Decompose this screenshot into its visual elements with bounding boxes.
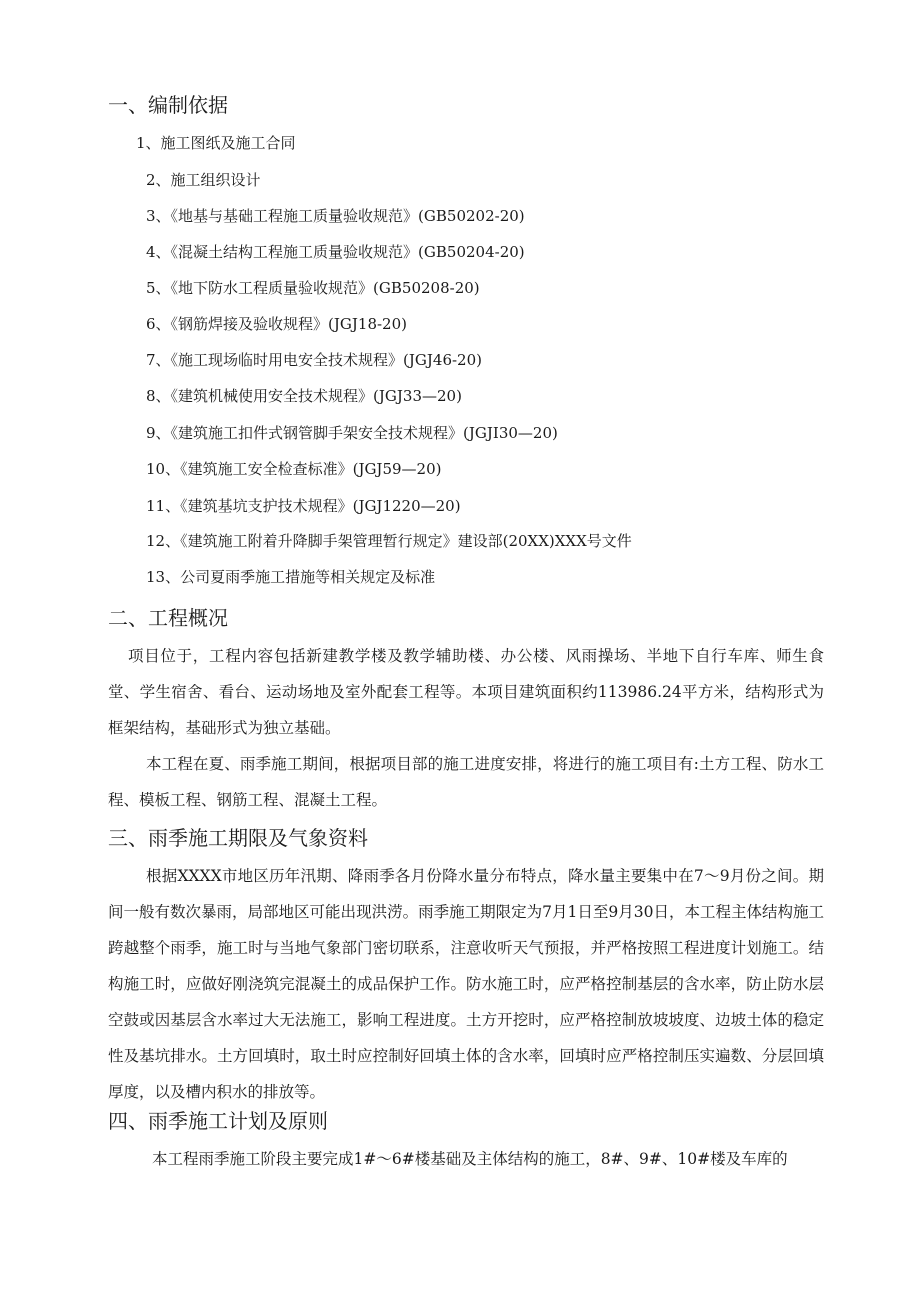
plan-paragraph: 本工程雨季施工阶段主要完成1#～6#楼基础及主体结构的施工，8#、9#、10#楼及车库的 [152, 1150, 788, 1168]
section-heading-1: 一、编制依据 [108, 93, 228, 117]
basis-item-5: 5、《地下防水工程质量验收规范》(GB50208-20) [146, 279, 480, 297]
basis-item-13: 13、公司夏雨季施工措施等相关规定及标准 [146, 568, 436, 586]
weather-paragraph: 根据XXXX市地区历年汛期、降雨季各月份降水量分布特点，降水量主要集中在7～9月份之间。期间一般有数次暴雨，局部地区可能出现洪涝。雨季施工期限定为7月1日至9月30日，本工程主体结构施工跨越整个雨季，施工时与当地气象部门密切联系，注意收听天气预报，并严格按照工程进度计划施工。结构施工时，应做好刚浇筑完混凝土的成品保护工作。防水施工时，应严格控制基层的含水率，防止防水层空鼓或因基层含水率过大无法施工，影响工程进度。土方开挖时，应严格控制放坡坡度、边坡土体的稳定性及基坑排水。土方回填时，取土时应控制好回填土体的含水率，回填时应严格控制压实遍数、分层回填厚度，以及槽内积水的排放等。 [108, 867, 824, 1101]
section-heading-2: 二、工程概况 [108, 606, 228, 630]
basis-item-4: 4、《混凝土结构工程施工质量验收规范》(GB50204-20) [146, 243, 525, 261]
basis-item-6: 6、《钢筋焊接及验收规程》(JGJ18-20) [146, 315, 407, 333]
basis-item-11: 11、《建筑基坑支护技术规程》(JGJ1220—20) [146, 497, 461, 515]
basis-item-1: 1、施工图纸及施工合同 [136, 134, 296, 152]
basis-item-2: 2、施工组织设计 [146, 171, 261, 189]
basis-item-9: 9、《建筑施工扣件式钢管脚手架安全技术规程》(JGJI30—20) [146, 424, 558, 442]
basis-item-7: 7、《施工现场临时用电安全技术规程》(JGJ46-20) [146, 351, 483, 369]
section-heading-4: 四、雨季施工计划及原则 [108, 1109, 328, 1133]
basis-item-8: 8、《建筑机械使用安全技术规程》(JGJ33—20) [146, 387, 462, 405]
overview-paragraph-1: 项目位于，工程内容包括新建教学楼及教学辅助楼、办公楼、风雨操场、半地下自行车库、师生食堂、学生宿舍、看台、运动场地及室外配套工程等。本项目建筑面积约113986.24平方米，结构形式为框架结构，基础形式为独立基础。 [108, 647, 824, 737]
basis-item-10: 10、《建筑施工安全检查标准》(JGJ59—20) [146, 460, 442, 478]
basis-item-3: 3、《地基与基础工程施工质量验收规范》(GB50202-20) [146, 207, 525, 225]
overview-paragraph-2: 本工程在夏、雨季施工期间，根据项目部的施工进度安排，将进行的施工项目有:土方工程、防水工程、模板工程、钢筋工程、混凝土工程。 [108, 755, 824, 809]
section-heading-3: 三、雨季施工期限及气象资料 [108, 826, 368, 850]
basis-item-12: 12、《建筑施工附着升降脚手架管理暂行规定》建设部(20XX)XXX号文件 [146, 532, 632, 550]
